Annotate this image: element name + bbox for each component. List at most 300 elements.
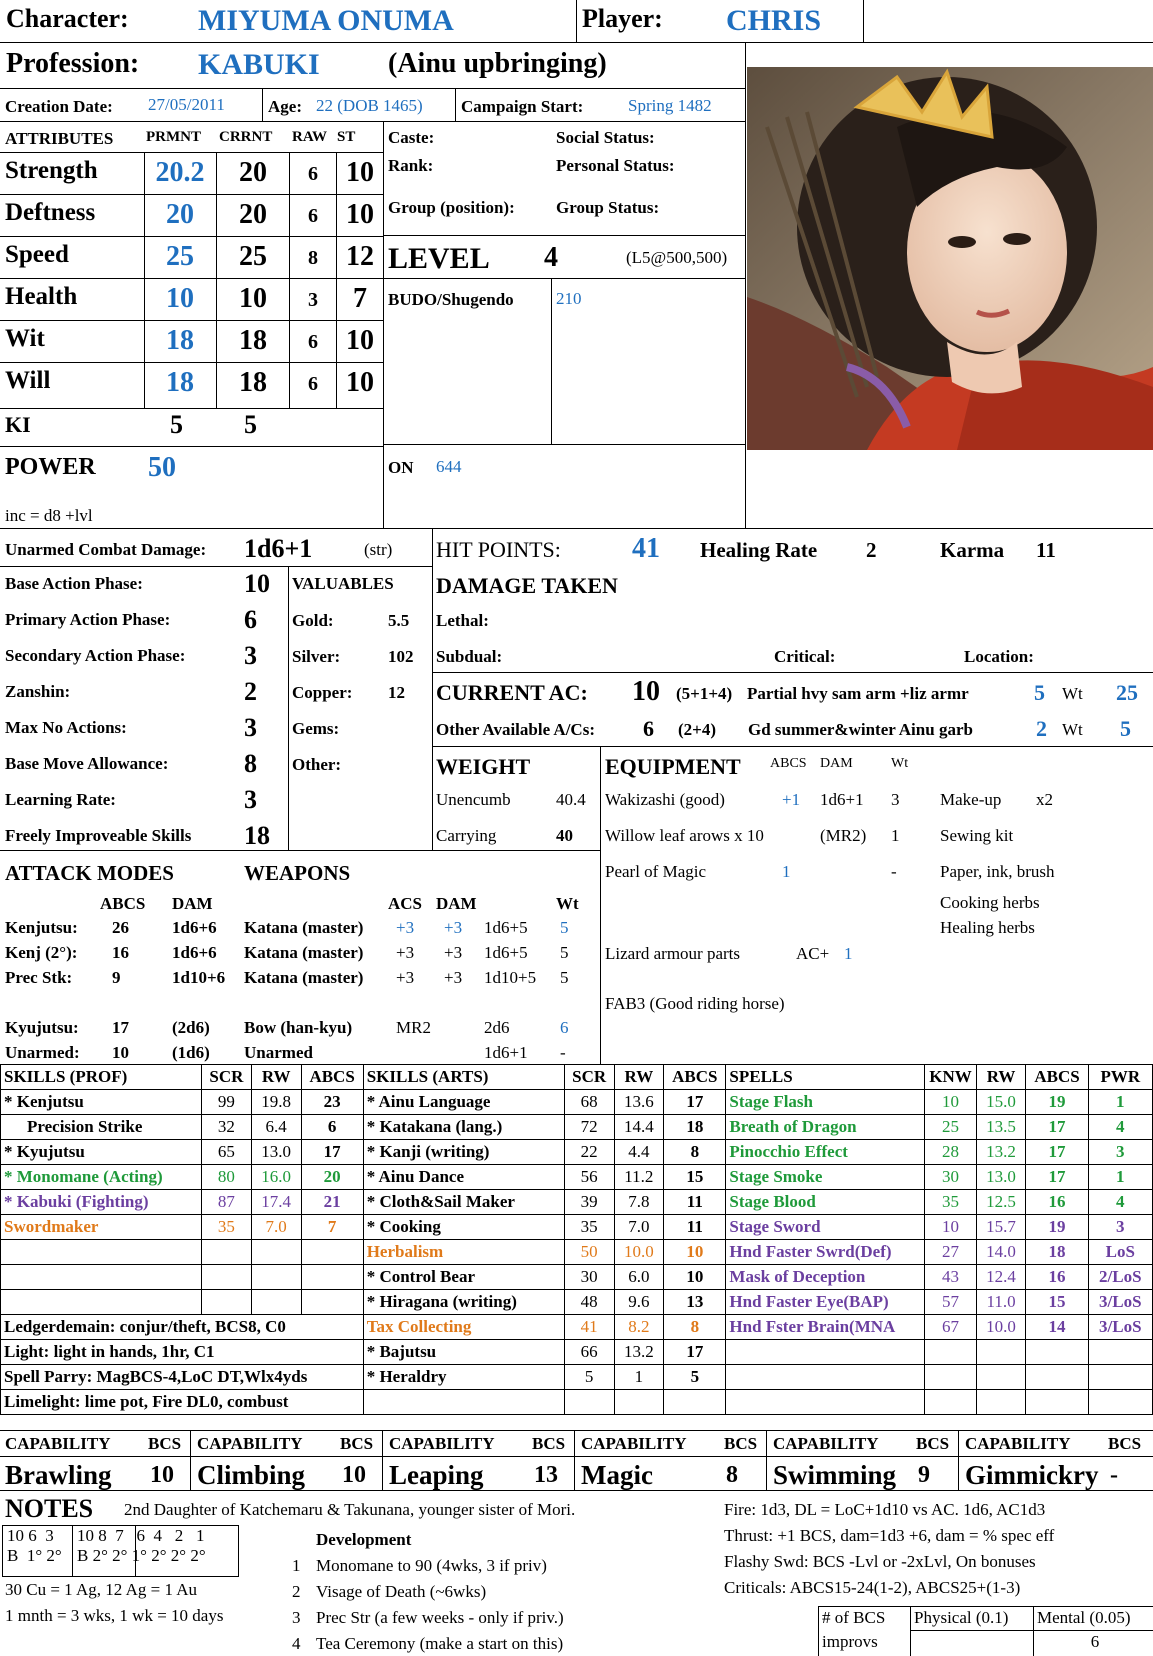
prof-skill-scr[interactable]: 80 [202, 1165, 252, 1190]
spell-pwr: 3 [1088, 1215, 1152, 1240]
arts-skill-rw: 9.6 [614, 1290, 664, 1315]
attribute-st: 7 [353, 283, 367, 314]
valuable-label: Gold: [292, 611, 334, 630]
arts-skill-rw [614, 1390, 664, 1415]
on-label: ON [388, 458, 414, 477]
spell-rw: 13.2 [976, 1140, 1026, 1165]
prof-skill-note: Spell Parry: MagBCS-4,LoC DT,Wlx4yds [1, 1365, 364, 1390]
capability-name: Swimming [773, 1460, 897, 1490]
capability-value[interactable]: 9 [918, 1462, 930, 1488]
attack-mode-abcs[interactable]: 26 [112, 918, 129, 937]
arts-skill-name: * Cloth&Sail Maker [363, 1190, 564, 1215]
skills-header-row [1, 1065, 1153, 1090]
spell-knw[interactable] [925, 1390, 976, 1415]
power-label: POWER [5, 454, 96, 480]
prof-skill-abcs [301, 1240, 363, 1265]
equipment-misc-item: Healing herbs [940, 918, 1035, 937]
hit-points-value[interactable]: 41 [632, 533, 660, 564]
profession-label: Profession: [6, 48, 140, 79]
prof-skill-name: Swordmaker [1, 1215, 202, 1240]
prof-skill-scr[interactable] [202, 1240, 252, 1265]
location-label: Location: [964, 647, 1034, 666]
skills-column-header: ABCS [301, 1065, 363, 1090]
arts-skill-name: * Cooking [363, 1215, 564, 1240]
spell-abcs [1026, 1365, 1088, 1390]
armour-wt-label: Wt [1062, 684, 1083, 703]
spell-name [726, 1340, 925, 1365]
hit-points-label: HIT POINTS: [436, 537, 561, 562]
weapon-name: Bow (han-kyu) [244, 1018, 353, 1037]
attribute-name: Strength [5, 157, 98, 184]
arts-skill-scr[interactable]: 39 [564, 1190, 614, 1215]
skill-row [1, 1240, 1153, 1265]
attribute-prmnt[interactable]: 18 [166, 367, 194, 398]
arts-skill-rw: 8.2 [614, 1315, 664, 1340]
arts-skill-rw: 1 [614, 1365, 664, 1390]
attribute-raw: 8 [308, 247, 318, 269]
arts-skill-rw: 6.0 [614, 1265, 664, 1290]
spell-name: Mask of Deception [726, 1265, 925, 1290]
profession-value[interactable]: KABUKI [198, 48, 320, 81]
arts-skill-abcs: 17 [664, 1090, 726, 1115]
capability-header: CAPABILITY [5, 1434, 111, 1453]
weapon-dam: 1d6+5 [484, 918, 528, 937]
arts-skill-name [363, 1390, 564, 1415]
capability-value[interactable]: 10 [342, 1462, 366, 1488]
attribute-name: Deftness [5, 199, 96, 226]
spell-knw[interactable]: 10 [925, 1215, 976, 1240]
arts-skill-scr[interactable]: 5 [564, 1365, 614, 1390]
attack-mode-abcs[interactable]: 17 [112, 1018, 129, 1037]
budo-label: BUDO/Shugendo [388, 290, 514, 309]
capability-value[interactable]: - [1110, 1462, 1118, 1488]
arts-skill-rw: 7.8 [614, 1190, 664, 1215]
notes-title: NOTES [5, 1494, 94, 1523]
equipment-misc-item: Paper, ink, brush [940, 862, 1055, 881]
spell-knw[interactable] [925, 1365, 976, 1390]
combat-stat-value[interactable]: 3 [244, 713, 257, 742]
current-ac-value[interactable]: 10 [632, 676, 660, 707]
character-name[interactable]: MIYUMA ONUMA [198, 4, 454, 37]
prof-skill-rw: 6.4 [251, 1115, 301, 1140]
prof-skill-name: * Kyujutsu [1, 1140, 202, 1165]
spell-rw: 14.0 [976, 1240, 1026, 1265]
attack-modes-title: ATTACK MODES [5, 861, 174, 885]
spell-abcs: 19 [1026, 1090, 1088, 1115]
progression-2-row1: 10 8 7 6 4 2 1 [77, 1526, 205, 1545]
ki-value-2[interactable]: 5 [244, 410, 257, 439]
budo-value[interactable]: 210 [556, 289, 582, 308]
healing-rate-value[interactable]: 2 [866, 538, 877, 562]
spell-name: Breath of Dragon [726, 1115, 925, 1140]
armour-wt[interactable]: 25 [1116, 680, 1138, 705]
prof-skill-scr[interactable]: 65 [202, 1140, 252, 1165]
valuable-value[interactable]: 5.5 [388, 611, 410, 630]
current-ac-label: CURRENT AC: [436, 680, 588, 705]
spell-knw[interactable]: 35 [925, 1190, 976, 1215]
development-item: Visage of Death (~6wks) [316, 1582, 487, 1601]
level-value[interactable]: 4 [544, 242, 558, 273]
spell-knw[interactable]: 43 [925, 1265, 976, 1290]
arts-skill-abcs: 18 [664, 1115, 726, 1140]
combat-stat-label: Primary Action Phase: [5, 610, 171, 629]
attack-abcs-header: ABCS [100, 894, 146, 913]
capability-divider [574, 1430, 575, 1490]
spell-knw[interactable]: 67 [925, 1315, 976, 1340]
group-label: Group (position): [388, 198, 515, 217]
prof-skill-scr[interactable]: 35 [202, 1215, 252, 1240]
attack-mode-dam: 1d10+6 [172, 968, 226, 987]
attack-mode-name: Kenj (2°): [5, 943, 78, 962]
capability-bcs-header: BCS [532, 1434, 566, 1453]
prof-skill-scr[interactable] [202, 1265, 252, 1290]
arts-skill-rw: 13.2 [614, 1340, 664, 1365]
karma-label: Karma [940, 538, 1005, 562]
notes-rule: Flashy Swd: BCS -Lvl or -2xLvl, On bonuses [724, 1552, 1036, 1571]
capability-value[interactable]: 8 [726, 1462, 738, 1488]
development-title: Development [316, 1530, 412, 1549]
attribute-name: Health [5, 283, 78, 310]
combat-stat-value[interactable]: 2 [244, 677, 257, 706]
attribute-prmnt[interactable]: 20 [166, 199, 194, 230]
spell-knw[interactable]: 30 [925, 1165, 976, 1190]
attribute-prmnt[interactable]: 10 [166, 283, 194, 314]
combat-stat-value[interactable]: 3 [244, 785, 257, 814]
group-status-label: Group Status: [556, 198, 660, 217]
arts-skill-name: * Heraldry [363, 1365, 564, 1390]
upbringing: (Ainu upbringing) [388, 48, 607, 79]
arts-skill-scr[interactable]: 68 [564, 1090, 614, 1115]
attribute-raw: 6 [308, 331, 318, 353]
capability-value[interactable]: 13 [534, 1462, 558, 1488]
weapon-wt: - [560, 1043, 566, 1062]
karma-value[interactable]: 11 [1036, 538, 1056, 562]
arts-skill-abcs: 13 [664, 1290, 726, 1315]
spell-abcs: 17 [1026, 1165, 1088, 1190]
player-name[interactable]: CHRIS [726, 4, 822, 37]
spell-abcs: 18 [1026, 1240, 1088, 1265]
arts-skill-abcs [664, 1390, 726, 1415]
capability-value[interactable]: 10 [150, 1462, 174, 1488]
spell-pwr: 1 [1088, 1165, 1152, 1190]
skill-row [1, 1340, 1153, 1365]
arts-skill-abcs: 15 [664, 1165, 726, 1190]
attribute-crrnt[interactable]: 18 [239, 325, 267, 356]
capability-bcs-header: BCS [340, 1434, 374, 1453]
weapon-wt: 5 [560, 943, 569, 962]
character-portrait [747, 67, 1153, 450]
prof-skill-scr[interactable]: 32 [202, 1115, 252, 1140]
equipment-item-dam: 1d6+1 [820, 790, 864, 809]
spell-name: Hnd Fster Brain(MNA [726, 1315, 925, 1340]
spell-pwr: 1 [1088, 1090, 1152, 1115]
social-status-label: Social Status: [556, 128, 655, 147]
lizard-ac-label: AC+ [796, 944, 830, 963]
garb-wt[interactable]: 5 [1120, 716, 1131, 741]
weapon-acs: MR2 [396, 1018, 431, 1037]
arts-skill-scr[interactable]: 56 [564, 1165, 614, 1190]
attribute-prmnt[interactable]: 25 [166, 241, 194, 272]
skill-row [1, 1090, 1153, 1115]
combat-stat-value[interactable]: 3 [244, 641, 257, 670]
unencumb-value[interactable]: 40.4 [556, 790, 586, 809]
attribute-st: 10 [346, 325, 374, 356]
spell-abcs [1026, 1390, 1088, 1415]
attribute-st: 12 [346, 241, 374, 272]
armour-name: Partial hvy sam arm +liz armr [747, 684, 969, 703]
skills-column-header: SPELLS [726, 1065, 925, 1090]
ki-value-1[interactable]: 5 [170, 410, 183, 439]
equipment-item-name: Pearl of Magic [605, 862, 707, 881]
age-label: Age: [268, 97, 302, 116]
on-value[interactable]: 644 [436, 457, 462, 476]
arts-skill-scr[interactable]: 48 [564, 1290, 614, 1315]
arts-skill-abcs: 10 [664, 1265, 726, 1290]
weapon-acs: +3 [396, 968, 415, 987]
garb-ac[interactable]: 2 [1036, 716, 1047, 741]
prof-skill-scr[interactable]: 87 [202, 1190, 252, 1215]
spell-knw[interactable]: 57 [925, 1290, 976, 1315]
spell-pwr: 3/LoS [1088, 1315, 1152, 1340]
arts-skill-scr[interactable]: 50 [564, 1240, 614, 1265]
arts-skill-name: * Ainu Dance [363, 1165, 564, 1190]
carrying-label: Carrying [436, 826, 497, 845]
garb-wt-label: Wt [1062, 720, 1083, 739]
spell-rw: 12.4 [976, 1265, 1026, 1290]
prof-skill-abcs: 7 [301, 1215, 363, 1240]
weapon-name: Katana (master) [244, 918, 364, 937]
mental-value[interactable]: 6 [1090, 1632, 1100, 1651]
spell-abcs: 17 [1026, 1140, 1088, 1165]
weapon-acs: +3 [396, 943, 415, 962]
spell-knw[interactable]: 28 [925, 1140, 976, 1165]
armour-ac[interactable]: 5 [1034, 680, 1045, 705]
attribute-crrnt[interactable]: 20 [239, 157, 267, 188]
combat-stat-value[interactable]: 6 [244, 605, 257, 634]
capability-bcs-header: BCS [724, 1434, 758, 1453]
creation-label: Creation Date: [5, 97, 113, 116]
spell-pwr: LoS [1088, 1240, 1152, 1265]
weapon-dam: 1d10+5 [484, 968, 537, 987]
skills-table [0, 1064, 1153, 1415]
spell-rw: 12.5 [976, 1190, 1026, 1215]
lizard-armour: Lizard armour parts [605, 944, 740, 963]
weapon-dam: 2d6 [484, 1018, 510, 1037]
attribute-st: 10 [346, 367, 374, 398]
attribute-crrnt[interactable]: 18 [239, 367, 267, 398]
skill-row [1, 1140, 1153, 1165]
weapon-wt: 6 [560, 1018, 569, 1037]
campaign-label: Campaign Start: [461, 97, 584, 116]
unarmed-damage-label: Unarmed Combat Damage: [5, 540, 207, 559]
attack-mode-dam: (2d6) [172, 1018, 210, 1037]
combat-stat-label: Secondary Action Phase: [5, 646, 186, 665]
weapon-acs-2: +3 [444, 943, 463, 962]
weapon-wt: 5 [560, 918, 569, 937]
ac-note: (5+1+4) [676, 684, 733, 703]
valuables-title: VALUABLES [292, 574, 394, 593]
player-label: Player: [582, 4, 663, 33]
row-divider [0, 278, 383, 279]
capability-bottom-line [0, 1490, 1153, 1491]
equipment-item-wt[interactable]: 1 [891, 826, 900, 845]
arts-skill-scr[interactable]: 35 [564, 1215, 614, 1240]
valuable-label: Gems: [292, 719, 340, 738]
arts-skill-name: * Control Bear [363, 1265, 564, 1290]
fab-horse: FAB3 (Good riding horse) [605, 994, 785, 1013]
weapon-dam: 1d6+1 [484, 1043, 528, 1062]
bcs-label-2: improvs [822, 1632, 878, 1651]
attack-mode-abcs[interactable]: 9 [112, 968, 121, 987]
attribute-raw: 6 [308, 163, 318, 185]
attribute-crrnt[interactable]: 20 [239, 199, 267, 230]
unencumb-label: Unencumb [436, 790, 511, 809]
arts-skill-scr[interactable]: 22 [564, 1140, 614, 1165]
development-item: Tea Ceremony (make a start on this) [316, 1634, 564, 1653]
power-value[interactable]: 50 [148, 452, 176, 483]
spell-abcs: 15 [1026, 1290, 1088, 1315]
prof-skill-name: * Monomane (Acting) [1, 1165, 202, 1190]
other-ac-value[interactable]: 6 [643, 716, 654, 741]
spell-abcs: 16 [1026, 1265, 1088, 1290]
attribute-prmnt[interactable]: 20.2 [155, 157, 205, 188]
combat-stat-value[interactable]: 10 [244, 569, 270, 598]
weapon-acs-2: +3 [444, 968, 463, 987]
arts-skill-scr[interactable]: 66 [564, 1340, 614, 1365]
carrying-value[interactable]: 40 [556, 826, 573, 845]
combat-stat-value[interactable]: 8 [244, 749, 257, 778]
spell-pwr [1088, 1340, 1152, 1365]
notes-intro: 2nd Daughter of Katchemaru & Takunana, younger sister of Mori. [124, 1500, 576, 1519]
skills-column-header: RW [251, 1065, 301, 1090]
equipment-misc-item: x2 [1036, 790, 1053, 809]
prof-skill-scr[interactable] [202, 1290, 252, 1315]
spell-knw[interactable]: 10 [925, 1090, 976, 1115]
spell-abcs: 14 [1026, 1315, 1088, 1340]
arts-skill-scr[interactable]: 72 [564, 1115, 614, 1140]
equipment-item-name: Willow leaf arows x 10 [605, 826, 764, 845]
equipment-item-wt[interactable]: - [891, 862, 897, 881]
equipment-wt-header: Wt [891, 756, 909, 771]
weapon-dam-header: DAM [436, 894, 477, 913]
attribute-raw: 3 [308, 289, 318, 311]
equipment-dam-header: DAM [820, 756, 853, 771]
spell-pwr [1088, 1390, 1152, 1415]
attack-mode-name: Unarmed: [5, 1043, 80, 1062]
combat-stat-label: Learning Rate: [5, 790, 116, 809]
skills-column-header: ABCS [664, 1065, 726, 1090]
capability-divider [958, 1430, 959, 1490]
attribute-crrnt[interactable]: 10 [239, 283, 267, 314]
capability-bcs-header: BCS [148, 1434, 182, 1453]
prof-skill-abcs [301, 1265, 363, 1290]
spell-knw[interactable] [925, 1340, 976, 1365]
equipment-misc-item: Make-up [940, 790, 1002, 809]
capability-top-line [0, 1430, 1153, 1431]
skills-column-header: SKILLS (PROF) [1, 1065, 202, 1090]
valuable-value[interactable]: 102 [388, 647, 414, 666]
combat-stat-label: Base Move Allowance: [5, 754, 169, 773]
campaign-start[interactable]: Spring 1482 [628, 96, 712, 115]
capability-header: CAPABILITY [773, 1434, 879, 1453]
prof-skill-abcs: 23 [301, 1090, 363, 1115]
equipment-item-abcs[interactable]: 1 [782, 862, 791, 881]
spell-knw[interactable]: 27 [925, 1240, 976, 1265]
prof-skill-rw [251, 1265, 301, 1290]
capability-divider [382, 1430, 383, 1490]
equipment-item-wt[interactable]: 3 [891, 790, 900, 809]
skill-row [1, 1265, 1153, 1290]
prof-skill-name: * Kabuki (Fighting) [1, 1190, 202, 1215]
attack-mode-abcs[interactable]: 10 [112, 1043, 129, 1062]
unarmed-damage-value[interactable]: 1d6+1 [244, 534, 313, 563]
arts-skill-name: Tax Collecting [363, 1315, 564, 1340]
spell-pwr: 2/LoS [1088, 1265, 1152, 1290]
valuable-value[interactable]: 12 [388, 683, 405, 702]
row-divider [0, 320, 383, 321]
capability-mid-line [0, 1456, 1153, 1457]
attribute-crrnt[interactable]: 25 [239, 241, 267, 272]
prof-skill-rw: 19.8 [251, 1090, 301, 1115]
spell-name: Hnd Faster Swrd(Def) [726, 1240, 925, 1265]
arts-skill-scr[interactable]: 30 [564, 1265, 614, 1290]
combat-stat-value[interactable]: 18 [244, 821, 270, 850]
arts-skill-scr[interactable]: 41 [564, 1315, 614, 1340]
row-divider [0, 194, 383, 195]
skill-row [1, 1315, 1153, 1340]
bcs-label-1: # of BCS [822, 1608, 886, 1627]
prof-skill-note: Ledgerdemain: conjur/theft, BCS8, C0 [1, 1315, 364, 1340]
prof-skill-name [1, 1240, 202, 1265]
spell-name: Stage Sword [726, 1215, 925, 1240]
skill-row [1, 1190, 1153, 1215]
attack-mode-abcs[interactable]: 16 [112, 943, 129, 962]
combat-stat-label: Zanshin: [5, 682, 71, 701]
arts-skill-rw: 11.2 [614, 1165, 664, 1190]
spell-pwr: 3 [1088, 1140, 1152, 1165]
prof-skill-scr[interactable]: 99 [202, 1090, 252, 1115]
money-conversion: 30 Cu = 1 Ag, 12 Ag = 1 Au [5, 1580, 198, 1599]
skill-row [1, 1115, 1153, 1140]
prof-skill-abcs: 21 [301, 1190, 363, 1215]
age-value[interactable]: 22 (DOB 1465) [316, 96, 423, 115]
capability-name: Magic [581, 1460, 653, 1490]
lizard-ac-value[interactable]: 1 [844, 944, 853, 963]
prof-skill-rw [251, 1240, 301, 1265]
prof-skill-abcs [301, 1290, 363, 1315]
arts-skill-scr[interactable] [564, 1390, 614, 1415]
valuable-label: Silver: [292, 647, 341, 666]
attack-mode-name: Kenjutsu: [5, 918, 78, 937]
attribute-prmnt[interactable]: 18 [166, 325, 194, 356]
ki-label: KI [5, 412, 31, 437]
weapon-name: Unarmed [244, 1043, 313, 1062]
spell-rw: 11.0 [976, 1290, 1026, 1315]
spell-name: Stage Blood [726, 1190, 925, 1215]
prof-skill-rw: 17.4 [251, 1190, 301, 1215]
creation-date[interactable]: 27/05/2011 [148, 95, 225, 114]
spell-rw: 13.5 [976, 1115, 1026, 1140]
spell-pwr: 4 [1088, 1190, 1152, 1215]
attack-mode-dam: 1d6+6 [172, 918, 217, 937]
spell-rw: 13.0 [976, 1165, 1026, 1190]
weapon-dam: 1d6+5 [484, 943, 528, 962]
valuable-label: Copper: [292, 683, 353, 702]
other-ac-note: (2+4) [678, 720, 717, 739]
spell-knw[interactable]: 25 [925, 1115, 976, 1140]
attribute-raw: 6 [308, 373, 318, 395]
equipment-item-abcs[interactable]: +1 [782, 790, 801, 809]
